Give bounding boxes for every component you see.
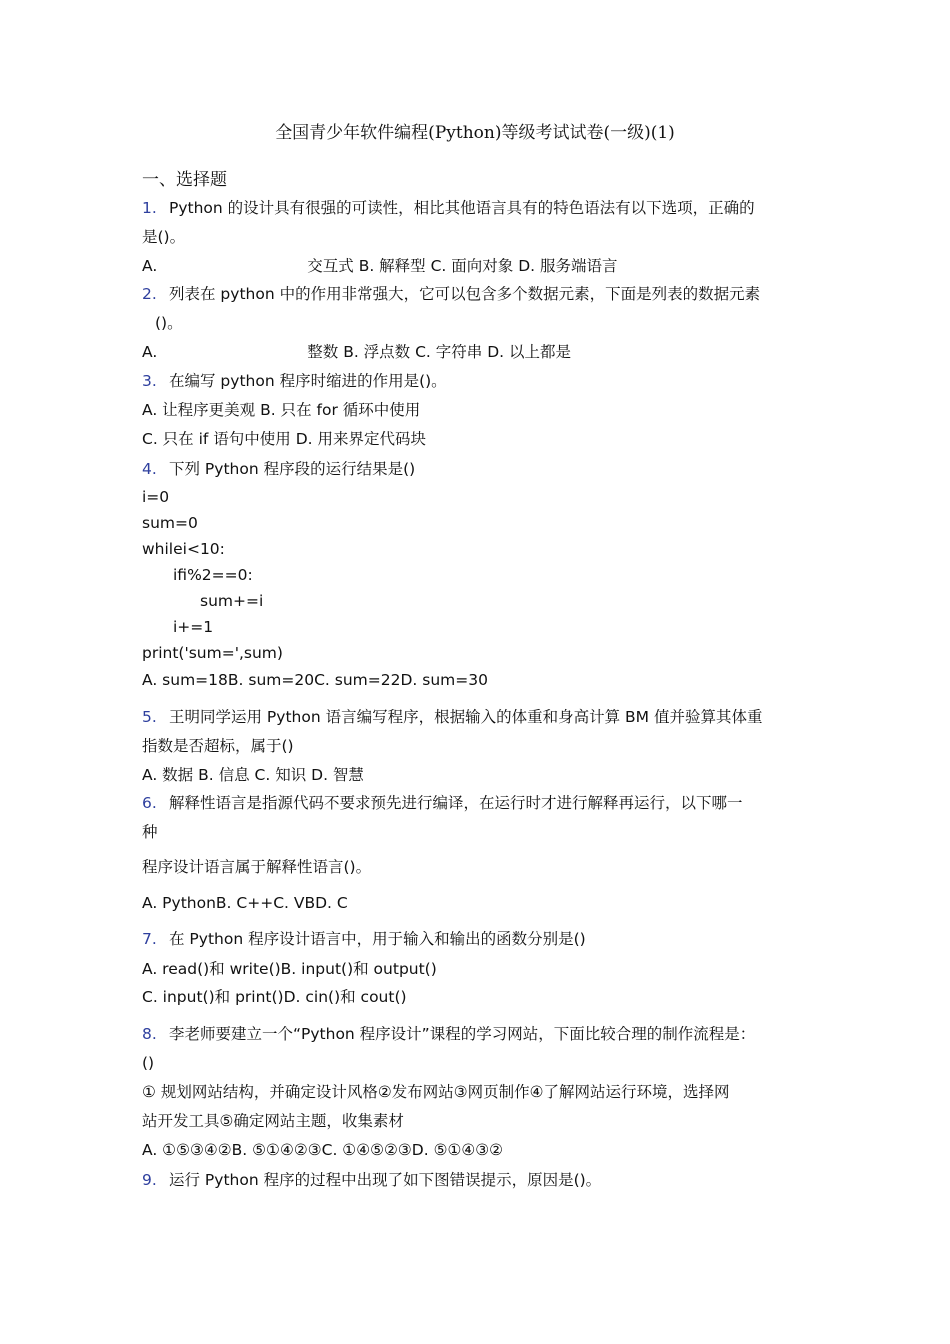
question-number: 7. [142,930,157,948]
question-number: 9. [142,1171,157,1189]
question-2: 2. 列表在 python 中的作用非常强大，它可以包含多个数据元素，下面是列表的数据元素 [142,285,761,303]
page-title: 全国青少年软件编程(Python)等级考试试卷(一级)(1) [275,123,675,143]
question-6-continued-2: 程序设计语言属于解释性语言()。 [142,858,372,876]
question-6-options: A. PythonB. C++C. VBD. C [142,894,348,912]
question-8-continued: () [142,1054,155,1072]
question-5-options: A. 数据 B. 信息 C. 知识 D. 智慧 [142,766,364,784]
code-line: sum=0 [142,514,198,532]
question-number: 3. [142,372,157,390]
question-8: 8. 李老师要建立一个“Python 程序设计”课程的学习网站，下面比较合理的制作流程是： [142,1025,756,1043]
question-4-options: A. sum=18B. sum=20C. sum=22D. sum=30 [142,671,488,689]
question-1: 1. Python 的设计具有很强的可读性，相比其他语言具有的特色语法有以下选项，正确的 [142,199,755,217]
code-line: whilei<10: [142,540,225,558]
question-1-options: A. 交互式 B. 解释型 C. 面向对象 D. 服务端语言 [142,257,618,275]
question-8-steps-continued: 站开发工具⑤确定网站主题，收集素材 [142,1112,404,1130]
section-heading: 一、选择题 [142,170,227,190]
question-3-options-ab: A. 让程序更美观 B. 只在 for 循环中使用 [142,401,421,419]
question-number: 1. [142,199,157,217]
code-line: i=0 [142,488,170,506]
question-4: 4. 下列 Python 程序段的运行结果是() [142,460,416,478]
question-3-options-cd: C. 只在 if 语句中使用 D. 用来界定代码块 [142,430,427,448]
question-9: 9. 运行 Python 程序的过程中出现了如下图错误提示，原因是()。 [142,1171,602,1189]
question-7-options-ab: A. read()和 write()B. input()和 output() [142,960,437,978]
question-number: 6. [142,794,157,812]
question-3: 3. 在编写 python 程序时缩进的作用是()。 [142,372,447,390]
code-line: sum+=i [200,592,264,610]
question-7-options-cd: C. input()和 print()D. cin()和 cout() [142,988,407,1006]
question-6-continued: 种 [142,823,158,841]
question-5-continued: 指数是否超标，属于() [142,737,294,755]
question-8-options: A. ①⑤③④②B. ⑤①④②③C. ①④⑤②③D. ⑤①④③② [142,1141,504,1159]
code-line: ifi%2==0: [173,566,253,584]
code-line: print('sum=',sum) [142,644,283,662]
question-number: 5. [142,708,157,726]
question-number: 4. [142,460,157,478]
question-7: 7. 在 Python 程序设计语言中，用于输入和输出的函数分别是() [142,930,586,948]
question-8-steps: ① 规划网站结构，并确定设计风格②发布网站③网页制作④了解网站运行环境，选择网 [142,1083,730,1101]
question-1-continued: 是()。 [142,228,186,246]
question-6: 6. 解释性语言是指源代码不要求预先进行编译，在运行时才进行解释再运行，以下哪一 [142,794,743,812]
question-number: 8. [142,1025,157,1043]
question-number: 2. [142,285,157,303]
question-2-options: A. 整数 B. 浮点数 C. 字符串 D. 以上都是 [142,343,572,361]
question-2-continued: ()。 [155,314,183,332]
code-line: i+=1 [173,618,214,636]
question-5: 5. 王明同学运用 Python 语言编写程序，根据输入的体重和身高计算 BM 值并验算其体重 [142,708,763,726]
